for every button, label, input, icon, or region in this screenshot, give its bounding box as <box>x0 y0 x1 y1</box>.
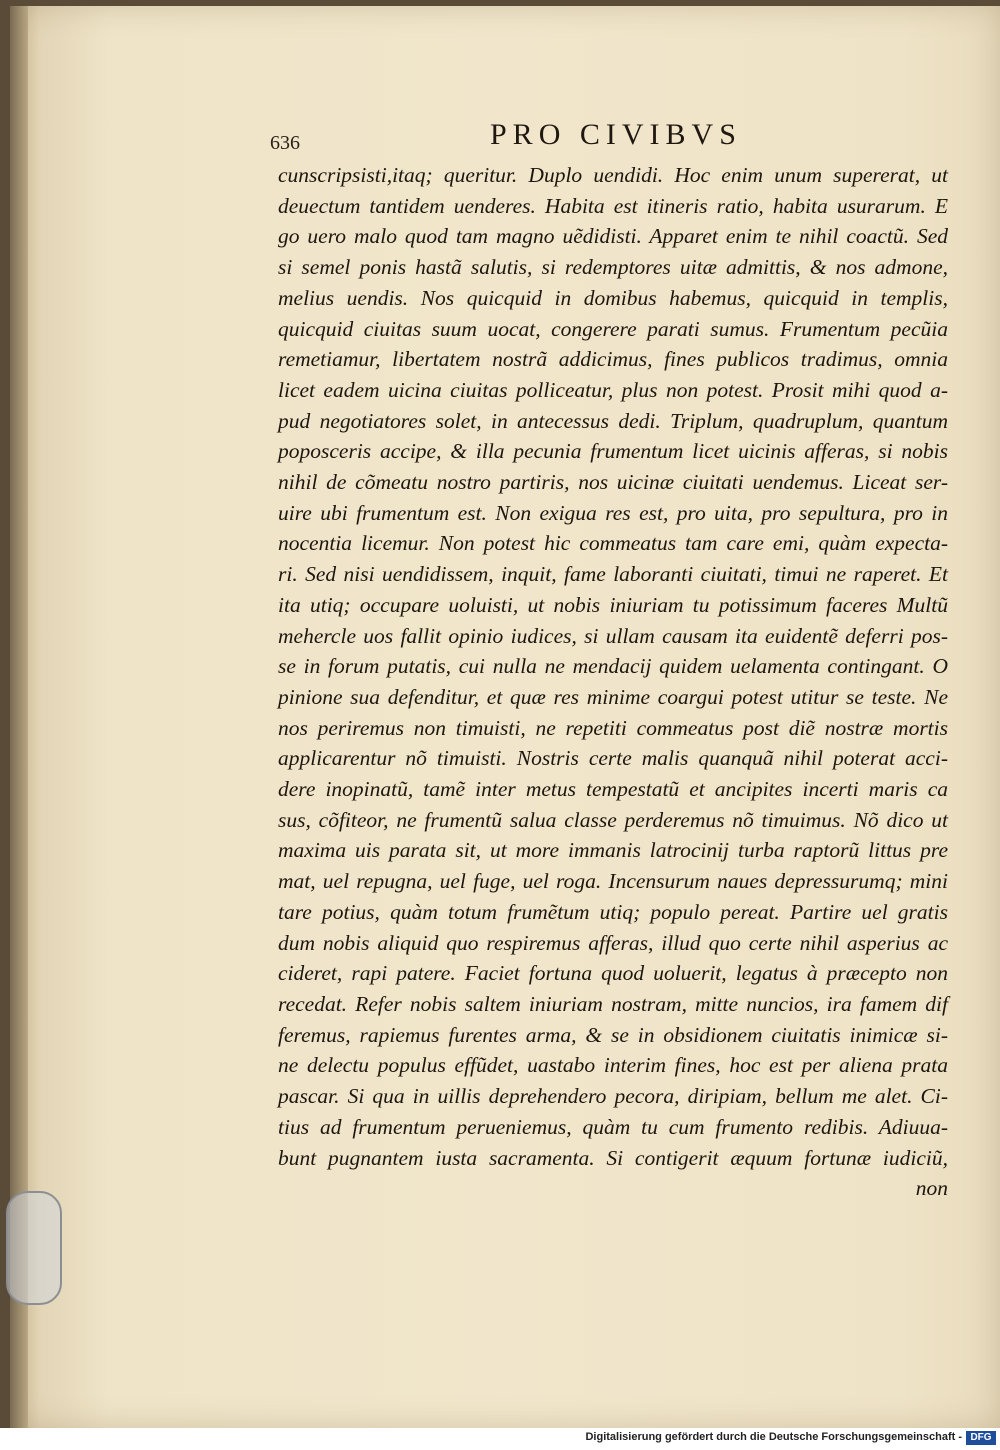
text-line: recedat. Refer nobis saltem iniuriam nostram, mitte nuncios, ira famem dif <box>278 991 948 1016</box>
text-line: ne delectu populus effũdet, uastabo interim fines, hoc est per aliena prata <box>278 1053 948 1078</box>
text-line: go uero malo quod tam magno uẽdidisti. Apparet enim te nihil coactũ. Sed <box>278 224 948 249</box>
text-line: uire ubi frumentum est. Non exigua res est, pro uita, pro sepultura, pro in <box>278 500 948 525</box>
dfg-logo: DFG <box>966 1431 996 1445</box>
text-line: ita utiq; occupare uoluisti, ut nobis iniuriam tu potissimum faceres Multũ <box>278 592 948 617</box>
page-clip <box>6 1191 62 1305</box>
text-line: poposceris accipe, & illa pecunia frumentum licet uicinis afferas, si nobis <box>278 439 948 464</box>
text-line: bunt pugnantem iusta sacramenta. Si contigerit æquum fortunæ iudiciũ, <box>278 1145 948 1170</box>
text-line: nihil de cõmeatu nostro partiris, nos uicinæ ciuitati uendemus. Liceat ser- <box>278 470 948 495</box>
text-line: licet eadem uicina ciuitas polliceatur, plus non potest. Prosit mihi quod a- <box>278 377 948 402</box>
body-text <box>278 160 948 1204</box>
text-line: cunscripsisti,itaq; queritur. Duplo uendidi. Hoc enim unum supererat, ut <box>278 163 948 187</box>
footer-credit: Digitalisierung gefördert durch die Deutsche Forschungsgemeinschaft - <box>585 1431 962 1443</box>
text-line: tare potius, quàm totum frumẽtum utiq; populo pereat. Partire uel gratis <box>278 899 948 924</box>
text-line: quicquid ciuitas suum uocat, congerere parati sumus. Frumentum pecũia <box>278 316 948 341</box>
text-line: remetiamur, libertatem nostrã addicimus, fines publicos tradimus, omnia <box>278 347 948 372</box>
text-line: ri. Sed nisi uendidissem, inquit, fame laboranti ciuitati, timui ne raperet. Et <box>278 562 948 587</box>
text-line: dum nobis aliquid quo respiremus afferas, illud quo certe nihil asperius ac <box>278 930 948 955</box>
text-line: sus, cõfiteor, ne frumentũ salua classe perderemus nõ timuimus. Nõ dico ut <box>278 807 948 832</box>
page-number: 636 <box>270 132 300 154</box>
catchword: non <box>915 1176 948 1201</box>
page-header <box>270 118 950 158</box>
text-line: applicarentur nõ timuisti. Nostris certe malis quanquã nihil poterat acci- <box>278 746 948 771</box>
text-line: pud negotiatores solet, in antecessus dedi. Triplum, quadruplum, quantum <box>278 408 948 433</box>
text-line: pinione sua defenditur, et quæ res minime coargui potest utitur se teste. Ne <box>278 684 948 709</box>
text-line: deuectum tantidem uenderes. Habita est itineris ratio, habita usurarum. E <box>278 193 948 218</box>
running-title: PRO CIVIBVS <box>490 118 742 151</box>
text-line: se in forum putatis, cui nulla ne mendacij quidem uelamenta contingant. O <box>278 654 948 679</box>
text-line: si semel ponis hastã salutis, si redemptores uitæ admittis, & nos admone, <box>278 255 948 280</box>
text-line: nos periremus non timuisti, ne repetiti commeatus post diẽ nostræ mortis <box>278 715 948 740</box>
footer-bar <box>0 1428 1000 1450</box>
text-line: nocentia licemur. Non potest hic commeatus tam care emi, quàm expecta- <box>278 531 948 556</box>
text-line: pascar. Si qua in uillis deprehendero pecora, diripiam, bellum me alet. Ci- <box>278 1084 948 1109</box>
text-line: mat, uel repugna, uel fuge, uel roga. Incensurum naues depressurumq; mini <box>278 869 948 894</box>
text-line: tius ad frumentum perueniemus, quàm tu cum frumento redibis. Adiuua- <box>278 1114 948 1139</box>
text-line: feremus, rapiemus furentes arma, & se in obsidionem ciuitatis inimicæ si- <box>278 1022 948 1047</box>
text-line: maxima uis parata sit, ut more immanis latrocinij turba raptorũ littus pre <box>278 838 948 863</box>
text-line: dere inopinatũ, tamẽ inter metus tempestatũ et ancipites incerti maris ca <box>278 777 948 802</box>
text-line: mehercle uos fallit opinio iudices, si ullam causam ita euidentẽ deferri pos- <box>278 623 948 648</box>
text-line: cideret, rapi patere. Faciet fortuna quod uoluerit, legatus à præcepto non <box>278 961 948 986</box>
text-line: melius uendis. Nos quicquid in domibus habemus, quicquid in templis, <box>278 285 948 310</box>
